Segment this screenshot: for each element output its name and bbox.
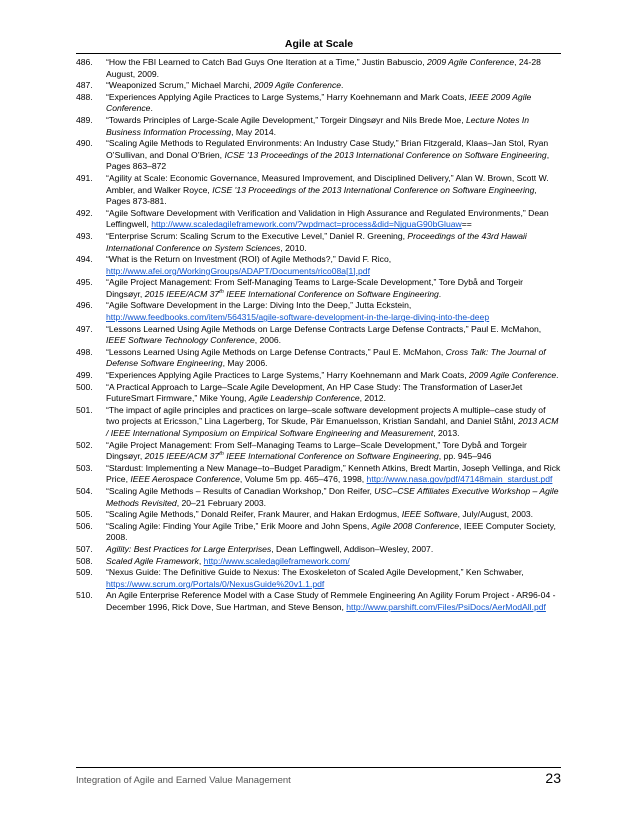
- reference-item: [76, 173, 561, 208]
- reference-number: 489.: [76, 114, 93, 125]
- reference-segment: “The impact of agile principles and practices on large–scale software development projects A multiple–case study of two projects at Ericsson,” Lina Lagerberg, Tor Skude, Pär Emanuelsson, Kristian Sandahl, and Daniel Ståhl,: [106, 404, 546, 427]
- reference-item: [76, 567, 561, 590]
- reference-source: IEEE International Conference on Software Engineering: [223, 288, 439, 299]
- reference-item: [76, 231, 561, 254]
- reference-source: Proceedings of the 43rd Hawaii International Conference on System Sciences: [106, 230, 527, 253]
- reference-segment: “How the FBI Learned to Catch Bad Guys One Iteration at a Time,” Justin Babuscio,: [106, 57, 427, 67]
- reference-text: [106, 567, 524, 589]
- reference-source: IEEE 2009 Agile Conference: [106, 91, 532, 114]
- reference-segment: “Scaling Agile Methods,” Donald Reifer, Frank Maurer, and Hakan Erdogmus,: [106, 509, 402, 520]
- reference-segment: , Volume 5m pp. 465–476, 1998,: [239, 474, 367, 485]
- reference-number: 507.: [76, 543, 93, 554]
- superscript: th: [219, 451, 224, 458]
- reference-item: [76, 80, 561, 92]
- reference-item: [76, 347, 561, 370]
- reference-text: [106, 80, 343, 90]
- reference-segment: ,: [198, 555, 204, 566]
- reference-segment: “What is the Return on Investment (ROI) of Agile Methods?,” David F. Rico,: [106, 254, 392, 265]
- reference-segment: “Scaling Agile Methods – Results of Canadian Workshop,” Don Reifer,: [106, 485, 375, 496]
- reference-link[interactable]: https://www.scrum.org/Portals/0/NexusGuide%20v1.1.pdf: [106, 578, 325, 589]
- reference-item: [76, 486, 561, 509]
- reference-segment: .: [150, 103, 153, 114]
- reference-item: [76, 382, 561, 405]
- reference-segment: , 2006.: [254, 335, 282, 346]
- reference-segment: “Agile Project Management: From Self-Managing Teams to Large-Scale Development,” Tore Dybå and Torgeir Dingsøyr,: [106, 277, 524, 299]
- page-number: 23: [545, 770, 561, 786]
- reference-link[interactable]: http://www.parshift.com/Files/PsiDocs/AerModAll.pdf: [346, 601, 546, 612]
- reference-segment: “Enterprise Scrum: Scaling Scrum to the Executive Level,” Daniel R. Greening,: [106, 230, 408, 241]
- reference-source: Lecture Notes In Business Information Processing: [106, 114, 530, 137]
- reference-number: 486.: [76, 57, 93, 67]
- reference-segment: , IEEE Computer Society, 2008.: [106, 520, 556, 543]
- footer-rule: [76, 767, 561, 768]
- reference-source: IEEE Software Technology Conference: [106, 335, 255, 346]
- reference-source: 2009 Agile Conference: [427, 57, 515, 67]
- reference-segment: , July/August, 2003.: [457, 509, 534, 520]
- reference-source: IEEE Aerospace Conference: [130, 474, 240, 485]
- reference-text: [106, 254, 391, 276]
- reference-segment: “Agile Project Management: From Self–Managing Teams to Large–Scale Development,” Tore Dybå and Torgeir Dingsøyr,: [106, 439, 527, 462]
- reference-number: 510.: [76, 590, 93, 601]
- reference-segment: , 20–21 February 2003.: [176, 497, 267, 508]
- reference-source: 2013 ACM / IEEE International Symposium on Empirical Software Engineering and Measurement: [106, 416, 559, 438]
- reference-text: [106, 590, 555, 612]
- reference-source: IEEE International Conference on Software Engineering: [223, 451, 439, 462]
- reference-text: [106, 463, 560, 485]
- reference-segment: .: [341, 80, 344, 91]
- reference-segment: , Pages 873-881.: [106, 184, 537, 207]
- reference-text: [106, 440, 527, 462]
- reference-segment: “Agile Software Development with Verification and Validation in High Assurance and Regulated Environments,” Dean Leffingwell,: [106, 207, 549, 230]
- reference-text: [106, 208, 549, 230]
- reference-item: [76, 300, 561, 323]
- reference-segment: “A Practical Approach to Large–Scale Agile Development, An HP Case Study: The Transformation of LaserJet FutureSmart Firmware,” Mike Young,: [106, 381, 523, 404]
- reference-text: [106, 556, 350, 566]
- reference-item: [76, 405, 561, 440]
- reference-segment: , pp. 945–946: [438, 451, 492, 462]
- reference-number: 500.: [76, 381, 93, 392]
- reference-number: 502.: [76, 439, 93, 450]
- reference-segment: “Agility at Scale: Economic Governance, Measured Improvement, and Disciplined Delivery,” Alan W. Brown, Scott W. Ambler, and Walker Royce,: [106, 172, 549, 195]
- reference-source: USC–CSE Affiliates Executive Workshop – Agile Methods Revisited: [106, 485, 559, 508]
- reference-number: 495.: [76, 277, 93, 288]
- reference-segment: .: [438, 288, 442, 299]
- reference-link[interactable]: http://www.scaledagileframework.com/: [203, 555, 350, 566]
- reference-segment: , Pages 863–872: [106, 149, 550, 172]
- reference-source: ICSE '13 Proceedings of the 2013 International Conference on Software Engineering: [212, 184, 535, 195]
- reference-source: Scaled Agile Framework: [106, 555, 199, 566]
- reference-segment: .: [556, 370, 559, 381]
- reference-item: [76, 556, 561, 568]
- reference-segment: “Experiences Applying Agile Practices to Large Systems,” Harry Koehnemann and Mark Coats,: [106, 370, 470, 381]
- reference-source: Agile 2008 Conference: [371, 520, 460, 531]
- reference-segment: “Lessons Learned Using Agile Methods on Large Defense Contracts,” Paul E. McMahon,: [106, 346, 446, 357]
- reference-source: 2015 IEEE/ACM 37: [144, 451, 220, 462]
- reference-source: 2015 IEEE/ACM 37: [144, 288, 220, 299]
- reference-number: 487.: [76, 80, 93, 91]
- reference-text: [106, 277, 523, 299]
- reference-segment: , 24-28 August, 2009.: [106, 57, 541, 79]
- reference-segment: , 2013.: [433, 428, 460, 438]
- reference-item: [76, 324, 561, 347]
- reference-item: [76, 521, 561, 544]
- footer-title: Integration of Agile and Earned Value Management: [76, 775, 291, 786]
- reference-segment: “Agile Software Development in the Large: Diving Into the Deep,” Jutta Eckstein,: [106, 300, 412, 311]
- reference-item: [76, 544, 561, 556]
- reference-source: ICSE '13 Proceedings of the 2013 International Conference on Software Engineering: [224, 149, 547, 160]
- reference-text: [106, 115, 529, 137]
- reference-segment: , 2012.: [359, 393, 386, 404]
- reference-source: Cross Talk: The Journal of Defense Software Engineering: [106, 346, 546, 369]
- reference-item: [76, 590, 561, 613]
- reference-item: [76, 254, 561, 277]
- reference-source: 2009 Agile Conference: [469, 370, 557, 381]
- reference-segment: “Nexus Guide: The Definitive Guide to Nexus: The Exoskeleton of Scaled Agile Development,” Ken Schwaber,: [106, 567, 524, 578]
- reference-number: 497.: [76, 323, 93, 334]
- reference-text: [106, 521, 556, 543]
- reference-number: 506.: [76, 520, 93, 531]
- reference-item: [76, 115, 561, 138]
- page-title: Agile at Scale: [284, 38, 354, 50]
- reference-text: [106, 173, 549, 206]
- reference-number: 498.: [76, 346, 93, 357]
- reference-segment: “Stardust: Implementing a New Manage–to–Budget Paradigm,” Kenneth Atkins, Bredt Martin, Joseph Vellinga, and Rick Price,: [106, 462, 561, 485]
- reference-item: [76, 92, 561, 115]
- reference-number: 509.: [76, 567, 93, 578]
- reference-link[interactable]: http://www.nasa.gov/pdf/47148main_stardust.pdf: [366, 474, 553, 485]
- reference-source: 2009 Agile Conference: [253, 80, 342, 91]
- reference-text: [106, 370, 559, 380]
- reference-list: [76, 57, 561, 614]
- reference-number: 508.: [76, 555, 93, 566]
- reference-segment: “Lessons Learned Using Agile Methods on Large Defense Contracts Large Defense Contracts,” Paul E. McMahon,: [106, 323, 542, 334]
- reference-item: [76, 57, 561, 80]
- reference-segment: ==: [461, 219, 472, 230]
- reference-segment: “Towards Principles of Large-Scale Agile Development,” Torgeir Dingsøyr and Nils Brede Moe,: [106, 114, 466, 125]
- reference-segment: , May 2014.: [231, 126, 277, 137]
- reference-source: IEEE Software: [401, 509, 458, 520]
- reference-text: [106, 486, 559, 508]
- reference-text: [106, 300, 489, 322]
- header-rule: [76, 53, 561, 54]
- reference-number: 499.: [76, 370, 93, 381]
- reference-text: [106, 57, 541, 79]
- reference-number: 491.: [76, 172, 93, 183]
- reference-link[interactable]: http://www.scaledagileframework.com/?wpdmact=process&did=NjguaG90bGluaw: [151, 219, 462, 230]
- reference-segment: “Experiences Applying Agile Practices to Large Systems,” Harry Koehnemann and Mark Coats,: [106, 91, 470, 102]
- reference-item: [76, 440, 561, 463]
- reference-text: [106, 92, 531, 114]
- reference-number: 494.: [76, 254, 93, 265]
- reference-item: [76, 208, 561, 231]
- reference-source: Agile Leadership Conference: [248, 393, 360, 404]
- reference-segment: , Dean Leffingwell, Addison–Wesley, 2007.: [271, 543, 434, 554]
- reference-number: 493.: [76, 230, 93, 241]
- reference-item: [76, 277, 561, 300]
- reference-number: 503.: [76, 462, 93, 473]
- reference-segment: “Weaponized Scrum,” Michael Marchi,: [106, 80, 254, 91]
- reference-number: 496.: [76, 300, 93, 311]
- reference-number: 501.: [76, 404, 93, 415]
- reference-item: [76, 370, 561, 382]
- reference-link[interactable]: http://www.feedbooks.com/item/564315/agile-software-development-in-the-large-diving-into-the-deep: [106, 312, 490, 323]
- reference-text: [106, 138, 549, 171]
- reference-number: 504.: [76, 485, 93, 496]
- reference-text: [106, 231, 527, 253]
- reference-text: [106, 347, 546, 369]
- reference-number: 488.: [76, 91, 93, 102]
- reference-text: [106, 382, 522, 404]
- reference-text: [106, 324, 541, 346]
- reference-number: 492.: [76, 207, 93, 218]
- reference-segment: , 2010.: [280, 242, 307, 253]
- reference-text: [106, 405, 558, 438]
- reference-item: [76, 463, 561, 486]
- reference-text: [106, 509, 533, 519]
- reference-text: [106, 544, 433, 554]
- reference-segment: , May 2006.: [222, 358, 268, 369]
- reference-segment: “Scaling Agile Methods to Regulated Environments: An Industry Case Study,” Brian Fitzgerald, Klaas–Jan Stol, Ryan O’Sullivan, and Donal O’Brien,: [106, 138, 549, 160]
- reference-source: Agility: Best Practices for Large Enterprises: [106, 543, 272, 554]
- reference-item: [76, 138, 561, 173]
- reference-link[interactable]: http://www.afei.org/WorkingGroups/ADAPT/Documents/rico08a[1].pdf: [106, 265, 370, 276]
- superscript: th: [219, 289, 224, 296]
- reference-segment: “Scaling Agile: Finding Your Agile Tribe,” Erik Moore and John Spens,: [106, 520, 372, 531]
- reference-number: 490.: [76, 138, 93, 149]
- reference-number: 505.: [76, 509, 93, 520]
- reference-segment: An Agile Enterprise Reference Model with a Case Study of Remmele Engineering An Agility Forum Project - AR96-04 - December 1996, Rick Dove, Sue Hartman, and Steve Benson,: [106, 590, 556, 612]
- reference-item: [76, 509, 561, 521]
